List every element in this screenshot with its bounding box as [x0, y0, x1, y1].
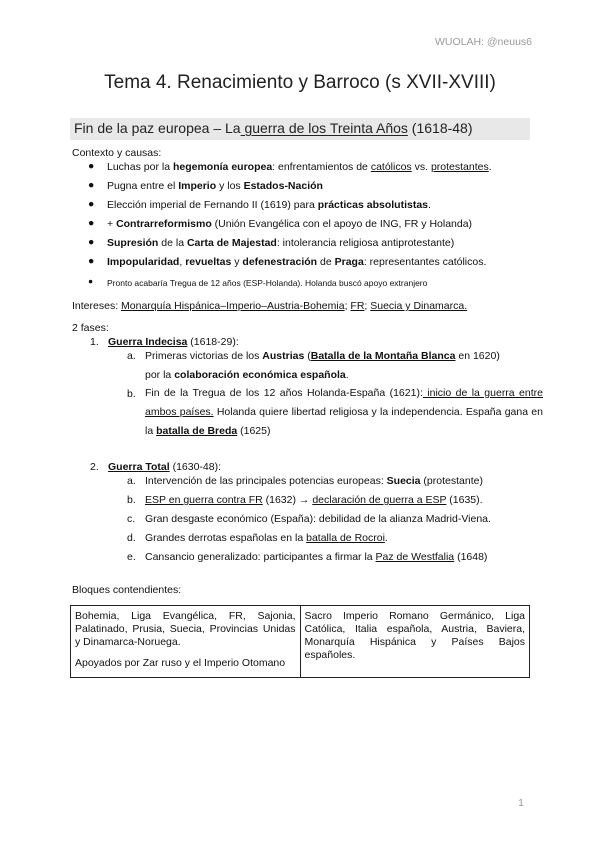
bullet-icon: ●: [88, 276, 94, 286]
phase-number: 2.: [90, 461, 99, 473]
watermark: WUOLAH: @neuus6: [434, 36, 532, 48]
list-marker: a.: [127, 475, 136, 487]
list-marker: b.: [127, 388, 136, 400]
page-number: 1: [518, 797, 524, 809]
page-title: Tema 4. Renacimiento y Barroco (s XVII-XVIII): [104, 72, 496, 93]
list-item: Gran desgaste económico (España): debilidad de la alianza Madrid-Viena.: [145, 513, 491, 525]
list-item: Cansancio generalizado: participantes a firmar la Paz de Westfalia (1648): [145, 551, 488, 563]
list-item: Grandes derrotas españolas en la batalla de Rocroi.: [145, 532, 388, 544]
section-title: Fin de la paz europea – La guerra de los Treinta Años (1618-48): [74, 120, 473, 136]
table-cell-right: [300, 606, 530, 678]
section-header-bar: [70, 118, 530, 140]
cause-item: Supresión de la Carta de Majestad: intolerancia religiosa antiprotestante): [107, 237, 455, 249]
list-item: Primeras victorias de los Austrias (Batalla de la Montaña Blanca en 1620): [145, 350, 500, 362]
block-catholic: Sacro Imperio Romano Germánico, Liga Católica, Italia española, Austria, Baviera, Monarquía Hispánica y Países Bajos españoles.: [304, 610, 525, 661]
list-marker: a.: [127, 350, 136, 362]
cause-item: Pugna entre el Imperio y los Estados-Nación: [107, 180, 323, 192]
phases-label: 2 fases:: [72, 322, 109, 334]
block-protestant: Bohemia, Liga Evangélica, FR, Sajonia, Palatinado, Prusia, Suecia, Provincias Unidas y Dinamarca-Noruega.: [75, 610, 296, 648]
list-item: Intervención de las principales potencias europeas: Suecia (protestante): [145, 475, 483, 487]
bullet-icon: ●: [88, 160, 95, 172]
table-row: [71, 606, 530, 678]
cause-item: Luchas por la hegemonía europea: enfrentamientos de católicos vs. protestantes.: [107, 161, 492, 173]
table-cell-left: [71, 606, 301, 678]
context-label: Contexto y causas:: [72, 147, 162, 159]
blocks-label: Bloques contendientes:: [72, 584, 182, 596]
block-protestant-support: Apoyados por Zar ruso y el Imperio Otomano: [75, 657, 286, 669]
cause-item: Elección imperial de Fernando II (1619) para prácticas absolutistas.: [107, 199, 431, 211]
bullet-icon: ●: [88, 217, 95, 229]
list-item: ESP en guerra contra FR (1632) → declaración de guerra a ESP (1635).: [145, 494, 483, 506]
list-marker: e.: [127, 551, 136, 563]
list-item: Fin de la Tregua de los 12 años Holanda-España (1621): inicio de la guerra entre ambos países. Holanda quiere libertad religiosa y la independencia. España gana en la batalla de Breda (1625): [145, 387, 543, 437]
interests-line: Intereses: Monarquía Hispánica–Imperio–Austria-Bohemia; FR; Suecia y Dinamarca.: [72, 300, 468, 312]
phase-title: Guerra Total (1630-48):: [108, 461, 222, 473]
bullet-icon: ●: [88, 236, 95, 248]
cause-item: + Contrarreformismo (Unión Evangélica con el apoyo de ING, FR y Holanda): [107, 218, 473, 230]
list-marker: d.: [127, 532, 136, 544]
cause-item: Pronto acabaría Tregua de 12 años (ESP-Holanda). Holanda buscó apoyo extranjero: [107, 278, 428, 288]
blocks-table: [70, 605, 530, 678]
list-marker: b.: [127, 494, 136, 506]
phase-title: Guerra Indecisa (1618-29):: [108, 336, 239, 348]
bullet-icon: ●: [88, 198, 95, 210]
list-item-continuation: por la colaboración económica española.: [145, 369, 349, 381]
bullet-icon: ●: [88, 179, 95, 191]
bullet-icon: ●: [88, 255, 95, 267]
list-marker: c.: [127, 513, 136, 525]
cause-item: Impopularidad, revueltas y defenestración de Praga: representantes católicos.: [107, 256, 487, 268]
phase-number: 1.: [90, 336, 99, 348]
